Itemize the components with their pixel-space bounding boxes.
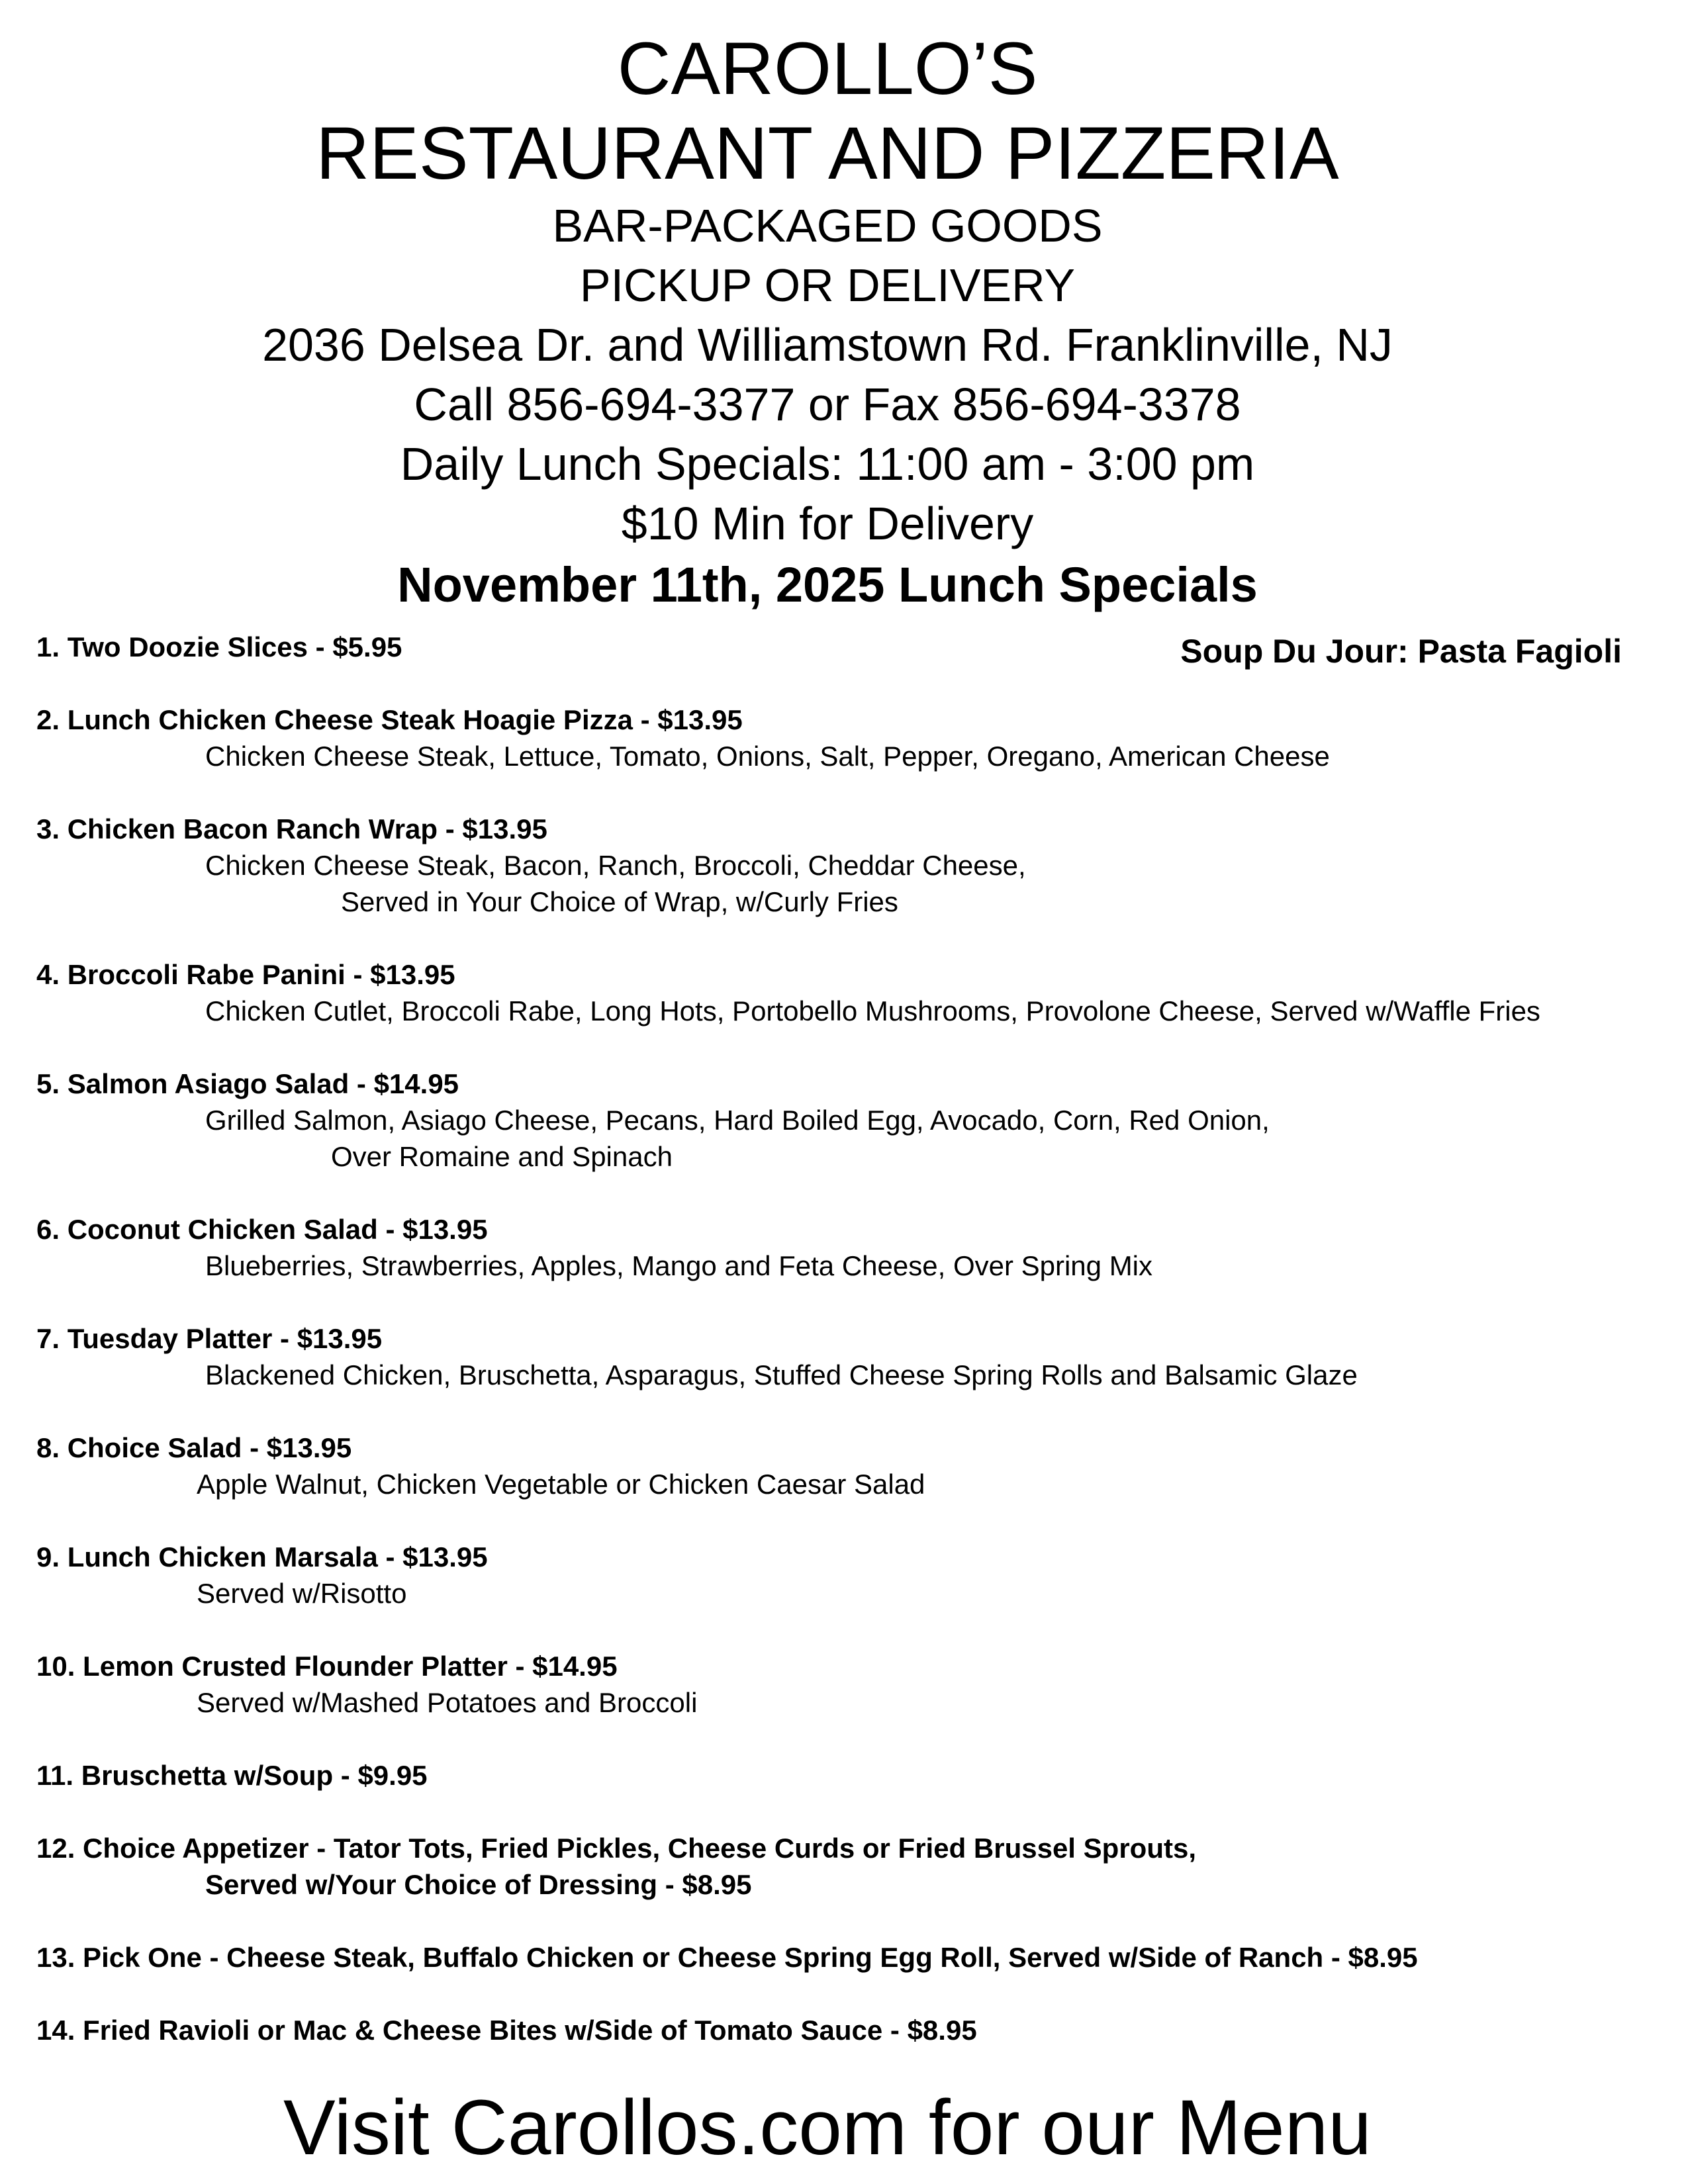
item-description: Blackened Chicken, Bruschetta, Asparagus, Stuffed Cheese Spring Rolls and Balsamic Glaze <box>205 1359 1358 1390</box>
list-item <box>36 1539 1665 1612</box>
specials-date-title: November 11th, 2025 Lunch Specials <box>397 557 1258 612</box>
item-description-continued: Served in Your Choice of Wrap, w/Curly Fries <box>341 886 898 917</box>
restaurant-name: CAROLLO’S <box>617 27 1038 110</box>
item-title: 9. Lunch Chicken Marsala - $13.95 <box>36 1541 488 1572</box>
list-item <box>36 702 1665 774</box>
list-item <box>36 1211 1665 1284</box>
item-description-continued: Over Romaine and Spinach <box>331 1141 673 1172</box>
list-item <box>36 1648 1665 1721</box>
list-item <box>36 811 1665 920</box>
pickup-delivery-line: PICKUP OR DELIVERY <box>579 259 1076 311</box>
list-item <box>36 956 1665 1029</box>
list-item <box>36 1320 1665 1393</box>
menu-header <box>0 26 1655 617</box>
item-description: Blueberries, Strawberries, Apples, Mango and Feta Cheese, Over Spring Mix <box>205 1250 1153 1281</box>
item-description: Served w/Risotto <box>197 1578 407 1609</box>
list-item <box>36 1830 1665 1903</box>
packaged-goods-line: BAR-PACKAGED GOODS <box>552 200 1103 251</box>
list-item <box>36 1066 1665 1175</box>
list-item <box>36 629 1665 665</box>
specials-list <box>36 629 1665 2048</box>
item-title: 3. Chicken Bacon Ranch Wrap - $13.95 <box>36 813 547 844</box>
item-title: 6. Coconut Chicken Salad - $13.95 <box>36 1214 488 1245</box>
hours-line: Daily Lunch Specials: 11:00 am - 3:00 pm <box>400 438 1255 490</box>
website-footer: Visit Carollos.com for our Menu <box>283 2084 1372 2171</box>
item-title: 8. Choice Salad - $13.95 <box>36 1432 352 1463</box>
item-title: 12. Choice Appetizer - Tator Tots, Fried Pickles, Cheese Curds or Fried Brussel Sprouts, <box>36 1833 1196 1864</box>
list-item <box>36 1939 1665 1976</box>
item-description: Chicken Cheese Steak, Bacon, Ranch, Broccoli, Cheddar Cheese, <box>205 850 1026 881</box>
item-title: 1. Two Doozie Slices - $5.95 <box>36 631 402 662</box>
list-item <box>36 2012 1665 2048</box>
address-line: 2036 Delsea Dr. and Williamstown Rd. Franklinville, NJ <box>262 319 1393 371</box>
item-description: Served w/Your Choice of Dressing - $8.95 <box>205 1869 752 1900</box>
item-title: 7. Tuesday Platter - $13.95 <box>36 1323 383 1354</box>
item-title: 11. Bruschetta w/Soup - $9.95 <box>36 1760 428 1791</box>
delivery-minimum-line: $10 Min for Delivery <box>621 498 1034 549</box>
item-title: 2. Lunch Chicken Cheese Steak Hoagie Pizza - $13.95 <box>36 704 743 735</box>
restaurant-subtitle: RESTAURANT AND PIZZERIA <box>316 112 1339 195</box>
item-title: 10. Lemon Crusted Flounder Platter - $14.95 <box>36 1651 618 1682</box>
item-description: Chicken Cheese Steak, Lettuce, Tomato, Onions, Salt, Pepper, Oregano, American Cheese <box>205 741 1330 772</box>
item-title: 13. Pick One - Cheese Steak, Buffalo Chicken or Cheese Spring Egg Roll, Served w/Side of Ranch - $8.95 <box>36 1942 1418 1973</box>
list-item <box>36 1430 1665 1502</box>
item-description: Chicken Cutlet, Broccoli Rabe, Long Hots, Portobello Mushrooms, Provolone Cheese, Served w/Waffle Fries <box>205 995 1540 1026</box>
item-title: 14. Fried Ravioli or Mac & Cheese Bites w/Side of Tomato Sauce - $8.95 <box>36 2015 977 2046</box>
item-title: 5. Salmon Asiago Salad - $14.95 <box>36 1068 459 1099</box>
item-description: Served w/Mashed Potatoes and Broccoli <box>197 1687 698 1718</box>
phone-fax-line: Call 856-694-3377 or Fax 856-694-3378 <box>414 379 1241 430</box>
list-item <box>36 1757 1665 1794</box>
soup-du-jour: Soup Du Jour: Pasta Fagioli <box>1180 633 1622 670</box>
item-description: Apple Walnut, Chicken Vegetable or Chicken Caesar Salad <box>197 1469 925 1500</box>
item-title: 4. Broccoli Rabe Panini - $13.95 <box>36 959 455 990</box>
item-description: Grilled Salmon, Asiago Cheese, Pecans, Hard Boiled Egg, Avocado, Corn, Red Onion, <box>205 1105 1270 1136</box>
